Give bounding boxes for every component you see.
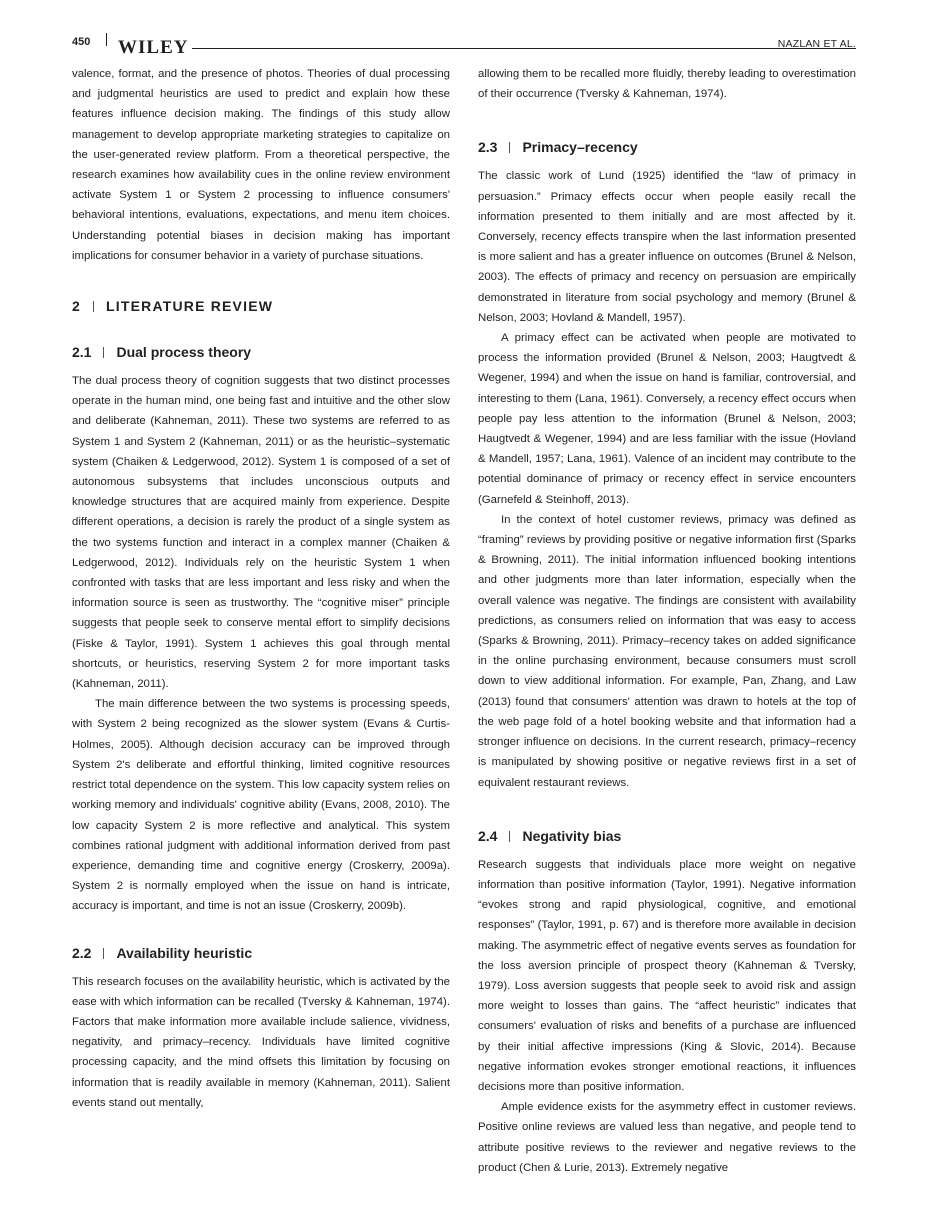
section-number: 2.4 (478, 827, 498, 844)
paragraph: Ample evidence exists for the asymmetry effect in customer reviews. Positive online reviews are valued less than negative, and people tend to attribute positive reviews to the reviewer and negative reviews to the product (Chen & Lurie, 2013). Extremely negative (478, 1101, 856, 1174)
header-divider (106, 33, 107, 46)
paragraph: The main difference between the two systems is processing speeds, with System 2 being recognized as the slower system (Evans & Curtis-Holmes, 2005). Although decision accuracy can be improved through System 2's deliberate and effortful thinking, limited cognitive resources restrict total dependence on the system. This low capacity system relies on working memory and individuals' cognitive ability (Evans, 2008, 2010). The low capacity System 2 is more reflective and analytical. This system combines rational judgment with additional information derived from past experience, demanding time and cognitive energy (Croskerry, 2009a). System 2 is normally employed when the issue on hand is intricate, accuracy is important, and time is not an issue (Croskerry, 2009b). (72, 698, 450, 913)
heading-separator (103, 347, 104, 358)
section-title: Dual process theory (116, 344, 252, 361)
heading-separator (103, 948, 104, 959)
section-2-3-heading (478, 137, 856, 157)
section-2-heading (72, 296, 450, 316)
section-2-4-heading (478, 826, 856, 846)
left-column (72, 64, 450, 1113)
section-title: Availability heuristic (116, 944, 253, 961)
paragraph: In the context of hotel customer reviews, primacy was defined as “framing” reviews by providing positive or negative information first (Sparks & Browning, 2011). The initial information influenced booking intentions and other judgments more than later information, especially when the overall valence was negative. The findings are consistent with availability predictions, as consumers relied on information that was easy to access (Sparks & Browning, 2011). Primacy–recency takes on added significance in the online purchasing environment, because consumers must scroll down to view additional information. For example, Pan, Zhang, and Law (2013) found that consumers' attention was drawn to hotels at the top of the web page fold of a hotel booking website and that information had a stronger influence on decisions. In the current research, primacy–recency is manipulated by showing positive or negative reviews first in a set of equivalent restaurant reviews. (478, 513, 856, 789)
journal-logo: WILEY (118, 38, 192, 58)
page-number: 450 (72, 36, 91, 48)
running-head-authors: NAZLAN ET AL. (777, 38, 856, 50)
section-title: LITERATURE REVIEW (106, 298, 274, 315)
intro-paragraph: valence, format, and the presence of photos. Theories of dual processing and judgmental heuristics are used to predict and explain how these features influence decision making. The findings of this study allow management to develop appropriate marketing strategies to capitalize on the user-generated review platform. From a theoretical perspective, the research examines how availability cues in the online review environment activate System 1 or System 2 processing to influence consumers' behavioral intentions, evaluations, expectations, and menu item choices. Understanding potential biases in decision making has important implications for consumer behavior in a variety of purchase situations. (72, 68, 450, 262)
paragraph: The dual process theory of cognition suggests that two distinct processes operate in the human mind, one being fast and intuitive and the other slow and deliberate (Kahneman, 2011). These two systems are referred to as System 1 and System 2 (Kahneman, 2011) or as the heuristic–systematic system (Chaiken & Ledgerwood, 2012). System 1 is composed of a set of autonomous subsystems that includes unconscious outputs and knowledge structures that are acquired mainly from experience. Despite different operations, a decision is rarely the product of a single system as the two systems function and interact in a complex manner (Chaiken & Ledgerwood, 2012). Individuals rely on the heuristic System 1 when confronted with tasks that are less important and less risky and when the information source is seen as trustworthy. The “cognitive miser” principle suggests that people seek to conserve mental effort to simplify decisions (Fiske & Taylor, 1991). System 1 achieves this goal through mental shortcuts, or heuristics, reserving System 2 for more important tasks (Kahneman, 2011). (72, 375, 450, 691)
section-title: Primacy–recency (522, 139, 638, 156)
section-number: 2.2 (72, 944, 92, 961)
paragraph: This research focuses on the availability heuristic, which is activated by the ease with which information can be recalled (Tversky & Kahneman, 1974). Factors that make information more available include salience, vividness, negativity, and primacy–recency. Individuals have limited cognitive processing capacity, and the mind offsets this limitation by focusing on information that is readily available in memory (Kahneman, 2011). Salient events stand out mentally, (72, 975, 450, 1109)
paragraph: A primacy effect can be activated when people are motivated to process the information provided (Brunel & Nelson, 2003; Haugtvedt & Wegener, 1994) and when the issue on hand is familiar, controversial, and interesting to them (Lana, 1961). Conversely, a recency effect occurs when people pay less attention to the information (Brunel & Nelson, 2003; Haugtvedt & Wegener, 1994) and are less familiar with the issue (Hovland & Mandell, 1957; Lana, 1961). Valence of an incident may contribute to the potential dominance of primacy or recency effect in service encounters (Garnefeld & Steinhoff, 2013). (478, 332, 856, 506)
section-number: 2 (72, 298, 81, 315)
section-title: Negativity bias (522, 827, 622, 844)
heading-separator (93, 301, 94, 312)
paragraph: The classic work of Lund (1925) identified the “law of primacy in persuasion.” Primacy effects occur when people easily recall the information presented to them initially and are most affected by it. Conversely, recency effects transpire when the last information presented is more salient and has a greater influence on outcomes (Brunel & Nelson, 2003). The effects of primacy and recency on persuasion are empirically demonstrated in literature from social psychology and memory (Brunel & Nelson, 2003; Hovland & Mandell, 1957). (478, 170, 856, 324)
heading-separator (509, 142, 510, 153)
paragraph: Research suggests that individuals place more weight on negative information than positive information (Taylor, 1991). Negative information “evokes strong and rapid physiological, cognitive, and emotional responses” (Taylor, 1991, p. 67) and is therefore more available in decision making. The asymmetric effect of negative events serves as foundation for the loss aversion principle of prospect theory (Kahneman & Tversky, 1979). Loss aversion suggests that people seek to avoid risk and assign more weight to losses than gains. The “affect heuristic” indicates that consumers' evaluation of risks and benefits of a purchase are influenced by their initial affective impressions (King & Slovic, 2014). Because negative information evokes stronger emotional reactions, it influences decisions more than positive information. (478, 858, 856, 1093)
continuation-paragraph: allowing them to be recalled more fluidly, thereby leading to overestimation of their occurrence (Tversky & Kahneman, 1974). (478, 68, 856, 101)
header-rule (118, 48, 856, 49)
section-2-1-heading (72, 342, 450, 362)
section-number: 2.1 (72, 344, 92, 361)
section-2-2-heading (72, 943, 450, 963)
heading-separator (509, 831, 510, 842)
section-number: 2.3 (478, 139, 498, 156)
page-header (0, 0, 925, 60)
right-column (478, 64, 856, 1178)
